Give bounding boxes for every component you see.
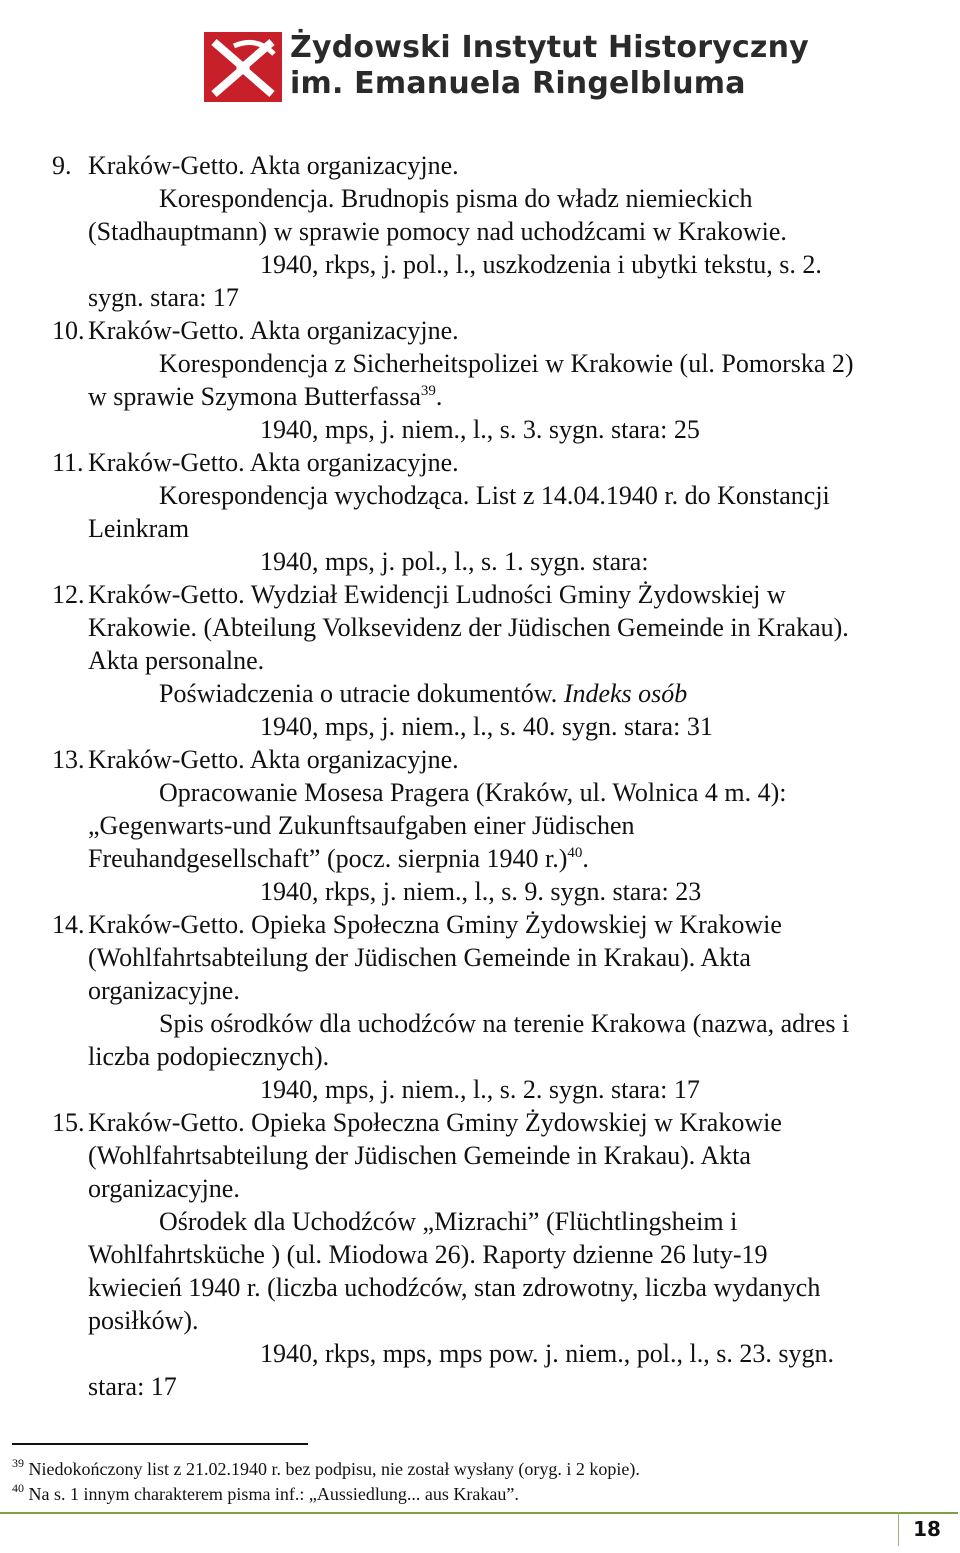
entry-description: Spis ośrodków dla uchodźców na terenie Krakowa (nazwa, adres i bbox=[159, 1009, 850, 1038]
entry-description: Poświadczenia o utracie dokumentów. bbox=[159, 679, 558, 708]
entry-description: kwiecień 1940 r. (liczba uchodźców, stan zdrowotny, liczba wydanych bbox=[88, 1273, 821, 1302]
footnote-ref[interactable]: 39 bbox=[420, 383, 436, 399]
entry-description: Freuhandgesellschaft” (pocz. sierpnia 1940 r.) bbox=[88, 844, 568, 873]
entry-title: Krakowie. (Abteilung Volksevidenz der Jüdischen Gemeinde in Krakau). bbox=[88, 613, 849, 642]
entry-title: Kraków-Getto. Opieka Społeczna Gminy Żydowskiej w Krakowie bbox=[88, 1108, 782, 1137]
entry-description-line: w sprawie Szymona Butterfassa$^{39}$. bbox=[88, 382, 443, 411]
entry-description: „Gegenwarts-und Zukunftsaufgaben einer Jüdischen bbox=[88, 811, 635, 840]
entry-description: Ośrodek dla Uchodźców „Mizrachi” (Flüchtlingsheim i bbox=[159, 1207, 738, 1236]
entry-number: 14. bbox=[52, 910, 85, 939]
entry-description: liczba podopiecznych). bbox=[88, 1042, 330, 1071]
entry-physical: 1940, rkps, mps, mps pow. j. niem., pol., l., s. 23. sygn. bbox=[260, 1339, 834, 1368]
entry-description-line: Freuhandgesellschaft” (pocz. sierpnia 1940 r.)$^{40}$. bbox=[88, 844, 589, 873]
logo-title: Żydowski Instytut Historyczny bbox=[290, 30, 809, 65]
entry-number: 15. bbox=[52, 1108, 85, 1137]
entry-title: organizacyjne. bbox=[88, 1174, 240, 1203]
footnote-ref[interactable]: 40 bbox=[567, 845, 583, 861]
entry-description: posiłków). bbox=[88, 1306, 199, 1335]
entry-description: Wohlfahrtsküche ) (ul. Miodowa 26). Raporty dzienne 26 luty-19 bbox=[88, 1240, 768, 1269]
entry-signature: sygn. stara: 17 bbox=[88, 283, 239, 312]
entry-signature: stara: 17 bbox=[88, 1372, 177, 1401]
entry-number: 9. bbox=[52, 151, 72, 180]
footnote-39 bbox=[12, 1458, 640, 1480]
footnote-number: 40 bbox=[12, 1481, 24, 1495]
entry-number: 11. bbox=[52, 448, 84, 477]
footer-rule bbox=[0, 1512, 958, 1514]
entry-description-line bbox=[159, 679, 687, 709]
entry-physical: 1940, mps, j. niem., l., s. 2. sygn. stara: 17 bbox=[260, 1075, 700, 1104]
entry-physical: 1940, rkps, j. pol., l., uszkodzenia i ubytki tekstu, s. 2. bbox=[260, 250, 822, 279]
entry-description: Korespondencja. Brudnopis pisma do władz niemieckich bbox=[159, 184, 753, 213]
entry-description: Korespondencja z Sicherheitspolizei w Krakowie (ul. Pomorska 2) bbox=[159, 349, 854, 378]
entry-title: (Wohlfahrtsabteilung der Jüdischen Gemeinde in Krakau). Akta bbox=[88, 1141, 751, 1170]
entry-number: 12. bbox=[52, 580, 85, 609]
institute-logo bbox=[204, 30, 809, 102]
entry-title: Kraków-Getto. Wydział Ewidencji Ludności Gminy Żydowskiej w bbox=[88, 580, 786, 609]
footnote-40 bbox=[12, 1483, 519, 1505]
entry-title: Akta personalne. bbox=[88, 646, 265, 675]
footnote-number: 39 bbox=[12, 1456, 24, 1470]
footnote-text: Niedokończony list z 21.02.1940 r. bez podpisu, nie został wysłany (oryg. i 2 kopie). bbox=[28, 1459, 640, 1479]
logo-emblem-icon bbox=[204, 32, 282, 102]
entry-title: Kraków-Getto. Akta organizacyjne. bbox=[88, 745, 459, 774]
logo-subtitle: im. Emanuela Ringelbluma bbox=[290, 66, 746, 101]
entry-number: 13. bbox=[52, 745, 85, 774]
entry-title: (Wohlfahrtsabteilung der Jüdischen Gemeinde in Krakau). Akta bbox=[88, 943, 751, 972]
entry-title: Kraków-Getto. Opieka Społeczna Gminy Żydowskiej w Krakowie bbox=[88, 910, 782, 939]
entry-description: Korespondencja wychodząca. List z 14.04.1940 r. do Konstancji bbox=[159, 481, 830, 510]
entry-number: 10. bbox=[52, 316, 85, 345]
entry-physical: 1940, mps, j. niem., l., s. 3. sygn. stara: 25 bbox=[260, 415, 700, 444]
entry-description: w sprawie Szymona Butterfassa bbox=[88, 382, 421, 411]
entry-title: Kraków-Getto. Akta organizacyjne. bbox=[88, 151, 459, 180]
entry-physical: 1940, mps, j. pol., l., s. 1. sygn. stara: bbox=[260, 547, 649, 576]
entry-description: Opracowanie Mosesa Pragera (Kraków, ul. Wolnica 4 m. 4): bbox=[159, 778, 787, 807]
entry-physical: 1940, mps, j. niem., l., s. 40. sygn. stara: 31 bbox=[260, 712, 713, 741]
entry-description: Leinkram bbox=[88, 514, 190, 543]
entry-description: (Stadhauptmann) w sprawie pomocy nad uchodźcami w Krakowie. bbox=[88, 217, 787, 246]
entry-title: Kraków-Getto. Akta organizacyjne. bbox=[88, 448, 459, 477]
index-note: Indeks osób bbox=[563, 679, 688, 708]
footnote-separator bbox=[12, 1443, 308, 1445]
entry-physical: 1940, rkps, j. niem., l., s. 9. sygn. stara: 23 bbox=[260, 877, 702, 906]
entry-title: Kraków-Getto. Akta organizacyjne. bbox=[88, 316, 459, 345]
entry-title: organizacyjne. bbox=[88, 976, 240, 1005]
footnote-text: Na s. 1 innym charakterem pisma inf.: „Aussiedlung... aus Krakau”. bbox=[28, 1484, 519, 1504]
page-number: 18 bbox=[898, 1512, 955, 1546]
